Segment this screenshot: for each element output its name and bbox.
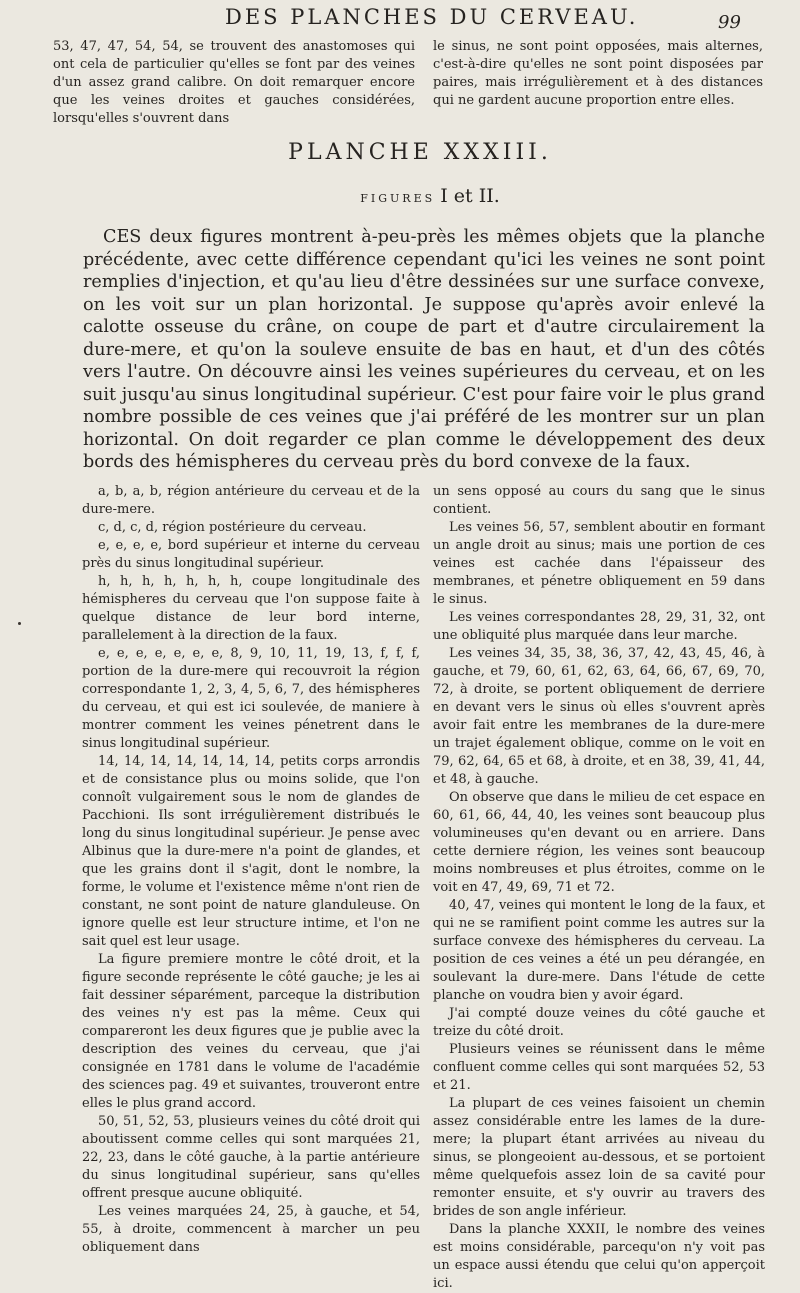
right-paragraph: Les veines 34, 35, 38, 36, 37, 42, 43, 45, 46, à gauche, et 79, 60, 61, 62, 63, 64, 66, 67, 69, 70, 72, à droite, se portent obliquement de derriere en devant vers le sinus où elles s'ouvrent après avoir fait entre les membranes de la dure-mere un trajet également oblique, comme on le voit en 79, 62, 64, 65 et 68, à droite, et en 38, 39, 41, 44, et 48, à gauche.: [433, 646, 765, 787]
right-paragraph: J'ai compté douze veines du côté gauche et treize du côté droit.: [433, 1006, 765, 1039]
left-paragraph: 50, 51, 52, 53, plusieurs veines du côté droit qui aboutissent comme celles qui sont marquées 21, 22, 23, dans le côté gauche, à la partie antérieure du sinus longitudinal supérieur, sans qu'elles offrent presque aucune obliquité.: [82, 1114, 420, 1201]
left-paragraph: h, h, h, h, h, h, h, coupe longitudinale des hémispheres du cerveau que l'on suppose faite à quelque distance de leur bord interne, parallelement à la direction de la faux.: [82, 574, 420, 643]
intro-paragraph: CES deux figures montrent à-peu-près les mêmes objets que la planche précédente, avec cette différence cependant qu'ici les veines ne sont point remplies d'injection, et qu'au lieu d'être dessinées sur une surface convexe, on les voit sur un plan horizontal. Je suppose qu'après avoir enlevé la calotte osseuse du crâne, on coupe de part et d'autre circulairement la dure-mere, et qu'on la souleve ensuite de bas en haut, et d'un des côtés vers l'autre. On découvre ainsi les veines supérieures du cerveau, et on les suit jusqu'au sinus longitudinal supérieur. C'est pour faire voir le plus grand nombre possible de ces veines que j'ai préféré de les montrer sur un plan horizontal. On doit regarder ce plan comme le développement des deux bords des hémispheres du cerveau près du bord convexe de la faux.: [83, 227, 765, 472]
right-paragraph: 40, 47, veines qui montent le long de la faux, et qui ne se ramifient point comme les autres sur la surface convexe des hémispheres du cerveau. La position de ces veines a été un peu dérangée, en soulevant la dure-mere. Dans l'étude de cette planche on voudra bien y avoir égard.: [433, 898, 765, 1003]
top-left-continuation: [53, 38, 415, 128]
right-paragraph: Plusieurs veines se réunissent dans le même confluent comme celles qui sont marquées 52, 53 et 21.: [433, 1042, 765, 1093]
figures-prefix: FIGURES: [360, 192, 436, 205]
right-paragraph: Les veines 56, 57, semblent aboutir en formant un angle droit au sinus; mais une portion de ces veines est cachée dans l'épaisseur des membranes, et pénetre obliquement en 59 dans le sinus.: [433, 520, 765, 607]
continuation-paragraph-right: le sinus, ne sont point opposées, mais alternes, c'est-à-dire qu'elles ne sont point disposées par paires, mais irrégulièrement et à des distances qui ne gardent aucune proportion entre elles.: [433, 39, 763, 108]
right-paragraph: Les veines correspondantes 28, 29, 31, 32, ont une obliquité plus marquée dans leur marche.: [433, 610, 765, 643]
continuation-paragraph-left: 53, 47, 47, 54, 54, se trouvent des anastomoses qui ont cela de particulier qu'elles se font par des veines d'un assez grand calibre. On doit remarquer encore que les veines droites et gauches considérées, lorsqu'elles s'ouvrent dans: [53, 39, 415, 126]
page-number: 99: [718, 12, 741, 33]
right-paragraph: On observe que dans le milieu de cet espace en 60, 61, 66, 44, 40, les veines sont beaucoup plus volumineuses qu'en devant ou en arriere. Dans cette derniere région, les veines sont beaucoup moins nombreuses et plus étroites, comme on le voit en 47, 49, 69, 71 et 72.: [433, 790, 765, 895]
left-column: [82, 483, 420, 1257]
figures-title: [0, 185, 800, 207]
right-paragraph: La plupart de ces veines faisoient un chemin assez considérable entre les lames de la dure-mere; la plupart étant arrivées au niveau du sinus, se plongeoient au-dessous, et se portoient même quelquefois assez loin de sa cavité pour remonter ensuite, et s'y ouvrir au travers des brides de son angle inférieur.: [433, 1096, 765, 1219]
figures-numerals: I et II.: [440, 185, 500, 207]
right-paragraph: Dans la planche XXXII, le nombre des veines est moins considérable, parcequ'on n'y voit pas un espace aussi étendu que celui qu'on apperçoit ici.: [433, 1222, 765, 1291]
margin-speck: [18, 622, 21, 625]
right-column: [433, 483, 765, 1293]
left-paragraph: c, d, c, d, région postérieure du cerveau.: [98, 520, 367, 535]
right-paragraph: un sens opposé au cours du sang que le sinus contient.: [433, 484, 765, 517]
left-paragraph: 14, 14, 14, 14, 14, 14, 14, petits corps arrondis et de consistance plus ou moins solide, que l'on connoît vulgairement sous le nom de glandes de Pacchioni. Ils sont irrégulièrement distribués le long du sinus longitudinal supérieur. Je pense avec Albinus que la dure-mere n'a point de glandes, et que les grains dont il s'agit, dont le nombre, la forme, le volume et l'existence même n'ont rien de constant, ne sont point de nature glanduleuse. On ignore quelle est leur structure intime, et l'on ne sait quel est leur usage.: [82, 754, 420, 949]
top-right-continuation: [433, 38, 763, 110]
left-paragraph: Les veines marquées 24, 25, à gauche, et 54, 55, à droite, commencent à marcher un peu obliquement dans: [82, 1204, 420, 1255]
left-paragraph: a, b, a, b, région antérieure du cerveau et de la dure-mere.: [82, 484, 420, 517]
running-title: DES PLANCHES DU CERVEAU.: [225, 5, 639, 29]
left-paragraph: e, e, e, e, bord supérieur et interne du cerveau près du sinus longitudinal supérieur.: [82, 538, 420, 571]
left-paragraph: e, e, e, e, e, e, e, 8, 9, 10, 11, 19, 13, f, f, f, portion de la dure-mere qui recouvroit la région correspondante 1, 2, 3, 4, 5, 6, 7, des hémispheres du cerveau, et qui est ici soulevée, de maniere à montrer comment les veines pénetrent dans le sinus longitudinal supérieur.: [82, 646, 420, 751]
plate-title: PLANCHE XXXIII.: [288, 140, 552, 165]
left-paragraph: La figure premiere montre le côté droit, et la figure seconde représente le côté gauche; je les ai fait dessiner séparément, parceque la distribution des veines n'y est pas la même. Ceux qui compareront les deux figures que je publie avec la description des veines du cerveau, que j'ai consignée en 1781 dans le volume de l'académie des sciences pag. 49 et suivantes, trouveront entre elles le plus grand accord.: [82, 952, 420, 1111]
